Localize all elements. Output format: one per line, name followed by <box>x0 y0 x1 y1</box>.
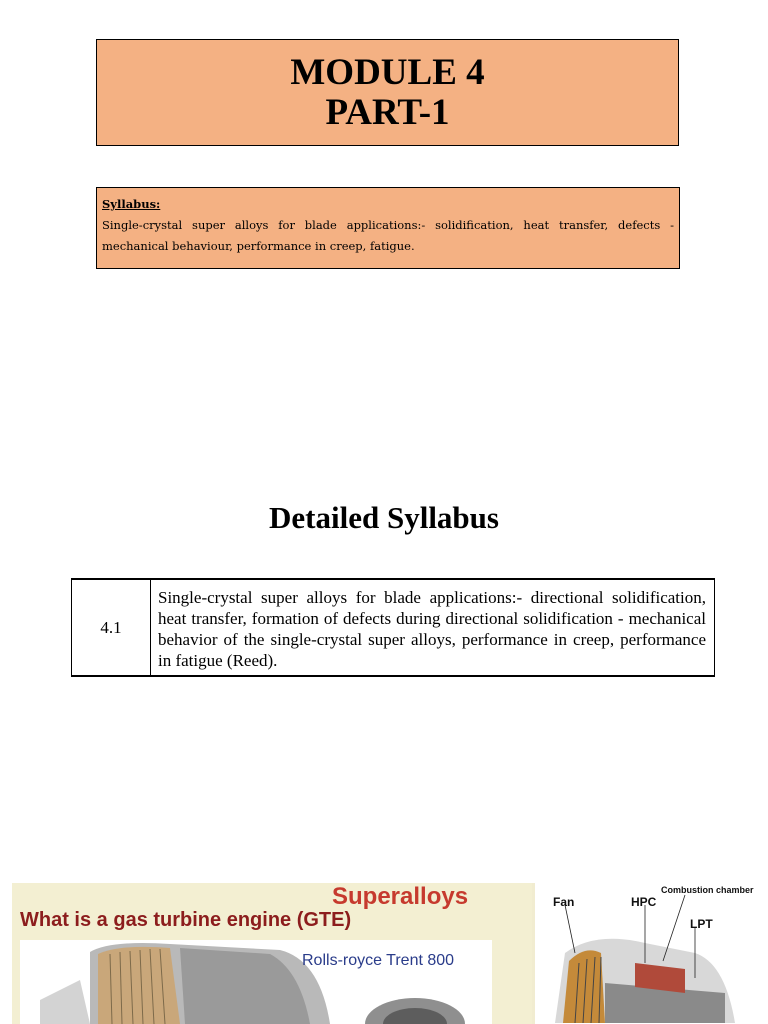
table-cell-description: Single-crystal super alloys for blade applications:- directional solidification, heat transfer, formation of defects during directional solidification - mechanical behavior of the single-crystal super alloys, performance in creep, performance in fatigue (Reed). <box>158 588 706 670</box>
slide-question: What is a gas turbine engine (GTE) <box>20 909 352 931</box>
table-cell-number: 4.1 <box>72 580 151 675</box>
syllabus-heading: Syllabus: <box>102 197 161 211</box>
module-title: MODULE 4 <box>290 51 485 93</box>
fan-label: Fan <box>553 895 575 909</box>
module-title-box <box>96 39 679 146</box>
module-part: PART-1 <box>325 91 450 133</box>
detailed-syllabus-heading: Detailed Syllabus <box>269 500 499 535</box>
syllabus-table <box>71 578 715 677</box>
syllabus-box <box>96 187 680 269</box>
lpt-label: LPT <box>690 917 713 931</box>
slide-image <box>12 883 757 1024</box>
engine-cutaway-panel <box>535 883 757 1024</box>
syllabus-text: Single-crystal super alloys for blade applications:- solidification, heat transfer, defects - mechanical behaviour, performance in creep, fatigue. <box>102 218 674 253</box>
engine-label: Rolls-royce Trent 800 <box>302 952 455 969</box>
combustion-label: Combustion chamber <box>661 885 754 895</box>
hpc-label: HPC <box>631 895 657 909</box>
slide-title: Superalloys <box>332 883 469 910</box>
